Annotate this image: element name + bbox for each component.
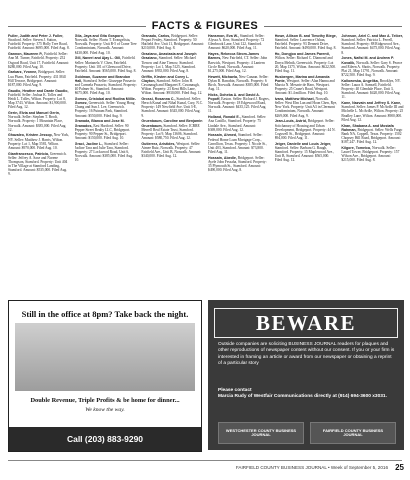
listing-details: Stamford. Seller: Barbara G. Baugh, Stamford. Property: 15 Maplewood Ave., Unit B, Stamford. Amount: $565,000. Filed Aug. 12. bbox=[274, 145, 335, 163]
listing-names: Griffin, Kirsten and Corey L. Clayton, bbox=[141, 74, 190, 83]
listing-details: Stamford. Seller: Alyssa A. Kerr, Stamford. Property: 72 Glenbrook Lane, Unit 122, Stamford. Amount: $620,000. Filed Aug. 11. bbox=[208, 34, 265, 51]
listing-entry bbox=[208, 34, 271, 51]
listing-names: Khan, Shabana A. and Mostafa Rahman, bbox=[341, 123, 394, 132]
listing-details: Stamford. Seller: Federal Home Loan Mortgage Corp., Carrollton, Texas. Property: 1 Nicole St., Unit 403, Stamford. Amount: $73,800. Filed Aug. 11. bbox=[208, 133, 267, 155]
listing-entry bbox=[208, 75, 271, 92]
listing-details: Norwalk. Seller: West Elm Lan and Hoon Chen, Rye, New York. Property: Unit A3 in Clermont Condominium, Norwalk. Amount: $269,000. Filed Aug. 9. bbox=[274, 96, 338, 118]
listing-names: Fuller, Judith and Peter J. Fuller, bbox=[8, 34, 64, 38]
listing-names: Graziano, Anastasia and Joseph Graziano, bbox=[141, 52, 197, 61]
listing-names: Kilgore, Tomeica, bbox=[341, 145, 372, 150]
listing-column bbox=[141, 34, 204, 292]
listing-names: Husbergen, Marina and Amanda Ponte, bbox=[274, 74, 330, 83]
listing-details: Norwalk. Seller: Gary S. Pearce and Eileen A. Shotts, Norwalk. Property: Plat 21, Map 11791, Norwalk. Amount: $722,500. Filed Aug. 9. bbox=[341, 60, 403, 77]
listing-details: Stamford. Seller: James P. McArdle III and Michelle L. McArdle, Wilton. Property: 25 Bradley Lane, Wilton. Amount: $900,000. Filed Aug. 12. bbox=[341, 105, 404, 122]
listing-names: Johnson, Ariel C. and Max A. Teiber, bbox=[341, 34, 403, 38]
beware-logos bbox=[218, 422, 396, 444]
listing-names: Gianfrancesco, Patricia, bbox=[8, 151, 49, 156]
listing-column bbox=[341, 34, 404, 292]
listing-entry bbox=[8, 34, 71, 51]
listing-column bbox=[275, 34, 338, 292]
listing-details: Stamford. Seller: Jacline Tara and Julie Tara, Stamford. Property: 27 Lockwood Road, Unit 6, Norwalk. Amount: $385,000. Filed Aug. 10. bbox=[74, 141, 133, 163]
listing-details: Westport. Seller: Alan Hanna and Marcia N. Mesarie de Haro, Westport. Property: 25 Crane's Road, Westport. Amount: $1.4 million. Filed Aug. 10. bbox=[274, 78, 335, 96]
listing-names: Goldman, Suzanne and Brandon Hall, bbox=[74, 74, 131, 83]
listing-entry bbox=[208, 156, 271, 173]
listing-names: Kane, Nazvain and Jeffrey S. Kane, bbox=[341, 101, 402, 106]
listing-details: Stamford. Seller: Ana Castillo, Stamford. Property: 75 Lindale Ave., Stamford. Amount: $369,000. Filed Aug. 12. bbox=[208, 115, 267, 132]
listing-entry bbox=[275, 34, 338, 51]
fairfield-journal-logo: FAIRFIELD COUNTY BUSINESS JOURNAL bbox=[310, 422, 396, 444]
listing-entry bbox=[8, 152, 71, 177]
listing-details: East Hartford. Seller: 90 Pepper Street Realty LLC, Bridgeport. Property: 90 Pepper St., Bridgeport. Amount: $150,000. Filed Aug. 10. bbox=[74, 123, 131, 140]
listing-column bbox=[8, 34, 71, 292]
section-title-text: FACTS & FIGURES bbox=[146, 20, 265, 32]
listing-entry bbox=[208, 115, 271, 132]
listing-details: Bridgeport. Seller: Pequot Fenley, Stamford. Property: 50 Hatfield Ave. Unit 11, Bridgeport. Amount: $210,000. Filed Aug. 8. bbox=[141, 34, 204, 51]
listing-details: New Canaan. Seller: Dylan B. Barrabin, Norwalk. Property: 6 Birch, Norwalk. Amount: $385,000. Filed Aug. 11. bbox=[208, 74, 269, 92]
listing-entry bbox=[75, 119, 138, 140]
beware-contact bbox=[218, 388, 396, 400]
listing-names: Gutierrez, Aristides, bbox=[141, 141, 176, 146]
beware-notice bbox=[208, 300, 404, 450]
listing-details: Stratford. Seller: Steven J. Sutton, Fairfield. Property: 375 Holly Tree Road, Fairfield. Amount: $695,000. Filed Aug. 8. bbox=[8, 38, 70, 51]
listing-details: Greenwich. Seller: Jeffrey A. Saxe and Norene Thompson, Stamford. Property: Unit 404 in The Village at Stamford Landing, Stamford. Amount: $535,000. Filed Aug. 9. bbox=[8, 151, 68, 177]
listing-entry bbox=[208, 93, 271, 114]
page-number: 25 bbox=[395, 463, 404, 472]
beware-title: BEWARE bbox=[214, 308, 398, 338]
listing-entry bbox=[275, 75, 338, 96]
listing-entry bbox=[275, 119, 338, 140]
ad-call-banner: Call (203) 883-9290 bbox=[9, 427, 201, 451]
listing-names: Jeiger, Danielle and Louis Jeiger, bbox=[274, 141, 332, 146]
listing-details: Stamford. Seller: JCBRE Merrell Real Estate Trust, Stamford. Property: Lot 9, Map 13606, Stamford. Amount: $580,750. Filed Aug. 12. bbox=[141, 123, 200, 140]
listing-names: Gannon, Maureen P., bbox=[8, 52, 44, 57]
listing-names: Hossain, Abedle, bbox=[208, 155, 237, 160]
listing-names: Gomez, Cristobal and Rodina Millie-Gomez, bbox=[74, 96, 136, 106]
listing-entry bbox=[75, 142, 138, 163]
listing-details: Norwalk. Seller: Florin T. Evangelista, Norwalk. Property: Unit B-5 of Crane Tree Condominium, Norwalk. Amount: $430,000. Filed Aug. 10. bbox=[74, 38, 137, 55]
listing-entry bbox=[208, 133, 271, 154]
listing-details: Fairfield. Seller: Marianela V. Chen, Fairfield. Property: Unit 101 of Glenwood Drive, Fairfield. Amount: $565,000. Filed Aug. 8. bbox=[74, 56, 137, 73]
listing-names: Granado, Carlos, bbox=[141, 34, 171, 38]
listing-details: Fairfield. Seller: Ann M. Turner, Fairfield. Property: 252 Osgood Road, Unit 17, Fairfield. Amount: $280,000. Filed Aug. 10. bbox=[8, 52, 69, 69]
listing-names: Garbarz, Yvonne, bbox=[8, 70, 38, 75]
listing-names: Holland, Ronald E., bbox=[208, 115, 241, 120]
section-title bbox=[0, 16, 410, 34]
listing-entry bbox=[8, 52, 71, 69]
listing-names: Granada, Blanca and Jose M. Granados, bbox=[74, 119, 125, 128]
listing-details: New York, NY. Seller: Matthew J. Harris, Wilton. Property: Lot 1, Map 5581, Wilton. Amount: $970,000. Filed Aug. 10. bbox=[8, 133, 70, 150]
listing-details: Bridgeport. Seller: Luu Pham, Fairfield. Property: 431 Mill Hill Terrace, Bridgeport. Amount: $187,000. Filed Aug. 9. bbox=[8, 70, 66, 87]
listing-details: Stamford. Seller: Patricia L. Ferrell, Stamford. Property: 88 Ridgewood Ave., Stamford. Amount: $475,000. Filed Aug. 8. bbox=[341, 38, 401, 55]
listing-entry bbox=[75, 56, 138, 73]
listing-entry bbox=[141, 142, 204, 159]
listing-details: Stamford. Seller: Giuseppe Prusavio and Carmela Prusavio, Stamford. Property: 40 Palmer St., Stamford. Amount: $675,000. Filed Aug. 10. bbox=[74, 78, 137, 96]
listing-names: Gruenbaum, Caroline and Benjamin Gruenbaum, bbox=[141, 119, 203, 128]
ad-tagline: We know the way. bbox=[85, 407, 125, 413]
listings-columns bbox=[8, 34, 404, 292]
listing-details: Norwalk. Seller: Laurel Tower, Bridgeport. Property: 157 Wilson Ave., Bridgeport. Amount: $215,000. Filed Aug. 8. bbox=[341, 145, 400, 163]
listing-entry bbox=[275, 97, 338, 118]
listing-entry bbox=[8, 70, 71, 87]
page-footer bbox=[8, 460, 402, 475]
listing-details: Bridgeport. Seller: Wells Fargo Bank NA, Coppell, Texas. Property: 1502 Chopsey Hill Road, Bridgeport. Amount: $187,247. Filed Aug. 12. bbox=[341, 127, 403, 145]
listing-entry bbox=[141, 52, 204, 73]
listing-names: Ivara, Matthew Michael, bbox=[274, 96, 315, 101]
listing-entry bbox=[75, 75, 138, 96]
listing-names: Kalloweska, Angelika, bbox=[341, 78, 379, 83]
advertisement bbox=[8, 300, 202, 452]
listing-entry bbox=[8, 133, 71, 150]
listing-details: New Fairfield, CT. Seller: John Barwick, Westport. Property: 4 Lantern Circle Road, Norwalk. Amount: $1,275,000. Filed Aug. 12. bbox=[208, 56, 268, 73]
listing-details: Greenwich. Seller: Young Hong Chung and Sun J. Lee, Greenwich. Property: 16 Putnam Park, Stamford. Amount: $550,000. Filed Aug. 9. bbox=[74, 101, 135, 118]
listing-details: Stamford. Seller: Michael Tienow and Aine Tienow, Stamford. Property: Lot 1, Map 5125, Stamford. Amount: $935,000. Filed Aug. 8. bbox=[141, 56, 196, 73]
ad-photo bbox=[15, 323, 195, 391]
beware-contact-lead: Please contact bbox=[218, 388, 252, 393]
listing-entry bbox=[275, 52, 338, 73]
listing-names: Hossain, Ahmed, bbox=[208, 133, 238, 138]
listing-details: Norwalk. Seller: Stephen T. Brodt, Norwalk. Property: 1 Mountain Place, Norwalk. Amount: $385,000. Filed Aug. 12. bbox=[8, 115, 67, 132]
listing-column bbox=[75, 34, 138, 292]
listing-names: Hewett, Michaela, bbox=[208, 74, 238, 79]
ad-subhead: Double Revenue, Triple Profits & be home for dinner... bbox=[30, 397, 180, 404]
listing-details: Westport. Seller: Aimee Ruiz, Norwalk. Property: 47 Fairfield Ave., Unit B, Norwalk. Amount: $340,000. Filed Aug. 12. bbox=[141, 141, 202, 159]
ad-headline: Still in the office at 8pm? Take back the night. bbox=[21, 309, 189, 319]
listing-entry bbox=[141, 97, 204, 118]
westchester-journal-logo: WESTCHESTER COUNTY BUSINESS JOURNAL bbox=[218, 422, 304, 444]
listing-entry bbox=[75, 34, 138, 55]
listing-names: Gill, Naveri and Ajay L. Gill, bbox=[74, 56, 122, 61]
listing-entry bbox=[75, 97, 138, 118]
listing-entry bbox=[141, 34, 204, 51]
listing-entry bbox=[275, 142, 338, 163]
listing-names: Graci, Jacline L., bbox=[74, 141, 104, 146]
footer-publication: FAIRFIELD COUNTY BUSINESS JOURNAL • Week of September 5, 2016 bbox=[235, 465, 388, 470]
listing-entry bbox=[141, 119, 204, 140]
listing-details: Brooklyn, NY. Seller: Laura A. Samsell, Fairfield. Property: 40 Glendale Place, Unit 3, Stamford. Amount: $420,000. Filed Aug. 11. bbox=[341, 78, 401, 100]
listing-details: Easton. Seller: Richard J. Rogers, Norwalk. Property: 18 Edgewood Road, Norwalk. Amount: $435,125. Filed Aug. 11. bbox=[208, 96, 270, 114]
listing-details: Stamford. Seller: Lawrence Oshan, Fairfield. Property: 93 Dennett Drive, Fairfield. Amount: $490,000. Filed Aug. 8. bbox=[274, 38, 337, 51]
listing-entry bbox=[208, 52, 271, 73]
listing-names: Hicks, Doheba A. and David A. Popoff, bbox=[208, 92, 260, 101]
listing-entry bbox=[341, 146, 404, 163]
listing-details: Wilton. Seller: Richard C. Diamond and Darya Melnik, Greenwich. Property: Lot 20, Map 1375, Wilton. Amount: $622,500. Filed Aug. 11. bbox=[274, 56, 336, 73]
listing-names: Grossi, Rosanna C., bbox=[141, 96, 176, 101]
listing-names: Jean-Louis, Astrid, bbox=[274, 119, 307, 124]
listing-column bbox=[208, 34, 271, 292]
listing-entry bbox=[341, 124, 404, 145]
listing-names: Ghazaleo, Kristen Jessop, bbox=[8, 133, 53, 138]
listing-names: Gila, Jaya and Gita Gosporo, bbox=[74, 34, 124, 38]
listing-entry bbox=[341, 34, 404, 55]
listing-entry bbox=[8, 111, 71, 132]
listing-details: Fairfield. Seller: Joshua K. Tolles and Heidi L. Tolles, Wilton. Property: Lot 8, Map 3743, Wilton. Amount: $1,900,000. Filed Aug. 12. bbox=[8, 92, 67, 110]
listing-names: Gaudio, Heather and Dante Gaudio, bbox=[8, 88, 69, 93]
listing-names: Hayes, Rebecca Strom-James Barnes, bbox=[208, 52, 260, 61]
listing-names: Hansmon, Eva W., bbox=[208, 34, 239, 38]
listing-entry bbox=[8, 89, 71, 110]
beware-contact-detail: Marcia Rudy of Westfair Communications directly at (914) 694-3600 x3031. bbox=[218, 394, 387, 400]
listing-entry bbox=[341, 56, 404, 77]
listing-names: Jones, Nafisi M. and Andrew P. Kovalik, bbox=[341, 56, 394, 65]
listing-entry bbox=[341, 79, 404, 100]
listing-details: Stamford. Seller: John H. Cavanaugh and Margaret E. Cavanaugh, Wilton. Property: 23 Kent Hills Lane, Wilton. Amount: $930,000. Filed Aug. 12. bbox=[141, 78, 203, 96]
listing-details: Bridgeport. Seller: Ayele John Fessaha, Stamford. Property: 35 Plymouth St., Stamford. Amount: $490,000. Filed Aug. 8. bbox=[208, 155, 267, 173]
listing-names: Gerin, Elvia and Manuel Gerin, bbox=[8, 111, 60, 116]
listing-names: Ho, Dongjoo and James Parenti, bbox=[274, 52, 330, 57]
listing-entry bbox=[341, 101, 404, 122]
listing-names: Howe, Allison B. and Timothy Biege, bbox=[274, 34, 337, 38]
listing-entry bbox=[141, 75, 204, 96]
listing-details: Stamford. Seller: Hersch Kunal and Nihal Kunal, Cary, N.C. Property: 149 Newfield Ave. Unit 3-E, Stamford. Amount: $345,000. Filed Aug. 9. bbox=[141, 96, 203, 118]
beware-body: Outside companies are soliciting BUSINESS JOURNAL readers for plaques and other reproductions of newspaper content without our consent. If you or your firm is interested in framing an article or award from our newspaper or obtaining a reprint of a particular story bbox=[218, 342, 395, 366]
listing-details: Bridgeport. Seller: Scitchanary of Housing and Urban Development, Bridgeport. Property: 44 N. Cogswell St., Bridgeport. Amount: $94,000. Filed Aug. 11. bbox=[274, 119, 336, 140]
